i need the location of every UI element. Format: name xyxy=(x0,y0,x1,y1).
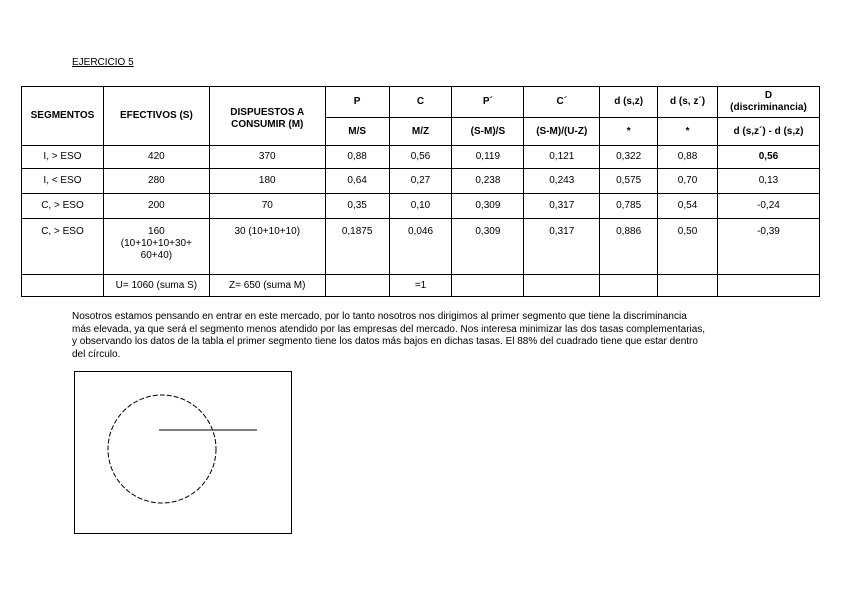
header-c: C xyxy=(389,87,452,118)
cell-p: 0,1875 xyxy=(325,219,389,275)
cell-d: -0,39 xyxy=(717,219,819,275)
cell-empty xyxy=(22,275,104,297)
cell-dispuestos: 70 xyxy=(209,194,325,219)
subheader-p-prime: (S-M)/S xyxy=(452,118,524,146)
cell-empty xyxy=(325,275,389,297)
paragraph-line: del círculo. xyxy=(72,348,121,360)
cell-c: 0,27 xyxy=(389,169,452,194)
cell-segment: I, < ESO xyxy=(22,169,104,194)
table-row xyxy=(22,219,820,275)
cell-efectivos: 420 xyxy=(103,146,209,169)
cell-p: 0,64 xyxy=(325,169,389,194)
cell-efectivos-line1: 160 xyxy=(148,226,165,237)
header-d-letter: D xyxy=(764,90,773,102)
cell-total-u: U= 1060 (suma S) xyxy=(103,275,209,297)
cell-d: -0,24 xyxy=(717,194,819,219)
header-segmentos: SEGMENTOS xyxy=(22,87,104,146)
cell-empty xyxy=(600,275,658,297)
explanation-paragraph xyxy=(72,311,792,361)
cell-c: 0,10 xyxy=(389,194,452,219)
cell-p-prime: 0,238 xyxy=(452,169,524,194)
cell-c-prime: 0,121 xyxy=(524,146,600,169)
subheader-c: M/Z xyxy=(389,118,452,146)
table-row xyxy=(22,169,820,194)
figure-drawing xyxy=(74,371,293,535)
cell-efectivos: 200 xyxy=(103,194,209,219)
cell-d: 0,56 xyxy=(717,146,819,169)
cell-segment: I, > ESO xyxy=(22,146,104,169)
cell-dsz: 0,886 xyxy=(600,219,658,275)
cell-dszp: 0,88 xyxy=(658,146,718,169)
subheader-d: d (s,z´) - d (s,z) xyxy=(717,118,819,146)
figure-circle xyxy=(108,395,216,503)
cell-dispuestos: 180 xyxy=(209,169,325,194)
figure-square xyxy=(75,372,292,534)
cell-empty xyxy=(524,275,600,297)
totals-row xyxy=(22,275,820,297)
cell-total-z: Z= 650 (suma M) xyxy=(209,275,325,297)
table-row xyxy=(22,146,820,169)
header-efectivos: EFECTIVOS (S) xyxy=(103,87,209,146)
header-d xyxy=(717,87,819,118)
paragraph-line: más elevada, ya que será el segmento menos atendido por las empresas del mercado. Nos interesa minimizar las dos tasas complementarias, xyxy=(72,323,706,335)
header-dispuestos-line2: CONSUMIR (M) xyxy=(231,119,304,130)
header-p: P xyxy=(325,87,389,118)
cell-efectivos-line3: 60+40) xyxy=(140,250,173,261)
header-dszp: d (s, z´) xyxy=(658,87,718,118)
cell-efectivos xyxy=(103,219,209,275)
cell-dszp: 0,50 xyxy=(658,219,718,275)
cell-dszp: 0,54 xyxy=(658,194,718,219)
cell-dispuestos: 370 xyxy=(209,146,325,169)
cell-dszp: 0,70 xyxy=(658,169,718,194)
subheader-c-prime: (S-M)/(U-Z) xyxy=(524,118,600,146)
paragraph-line: y observando los datos de la tabla el primer segmento tiene los datos más bajos en dichas tasas. El 88% del cuadrado tiene que estar dentro xyxy=(72,336,698,347)
paragraph-line: Nosotros estamos pensando en entrar en este mercado, por lo tanto nosotros nos dirigimos al primer segmento que tiene la discriminancia xyxy=(72,311,687,322)
subheader-p: M/S xyxy=(325,118,389,146)
cell-efectivos-line2: (10+10+10+30+ xyxy=(120,238,192,249)
cell-segment: C, > ESO xyxy=(22,219,104,275)
cell-dispuestos: 30 (10+10+10) xyxy=(209,219,325,275)
square-circle-figure xyxy=(74,371,293,540)
cell-c-prime: 0,317 xyxy=(524,219,600,275)
cell-dsz: 0,785 xyxy=(600,194,658,219)
subheader-dszp: * xyxy=(658,118,718,146)
cell-c-prime: 0,243 xyxy=(524,169,600,194)
cell-p: 0,35 xyxy=(325,194,389,219)
cell-empty xyxy=(717,275,819,297)
cell-p-prime: 0,309 xyxy=(452,219,524,275)
cell-dsz: 0,322 xyxy=(600,146,658,169)
cell-dsz: 0,575 xyxy=(600,169,658,194)
cell-empty xyxy=(658,275,718,297)
cell-c: 0,046 xyxy=(389,219,452,275)
cell-p: 0,88 xyxy=(325,146,389,169)
header-discriminancia: (discriminancia) xyxy=(730,102,807,114)
cell-empty xyxy=(452,275,524,297)
cell-p-prime: 0,309 xyxy=(452,194,524,219)
cell-total-c: =1 xyxy=(389,275,452,297)
table-row xyxy=(22,194,820,219)
cell-p-prime: 0,119 xyxy=(452,146,524,169)
subheader-dsz: * xyxy=(600,118,658,146)
cell-c-prime: 0,317 xyxy=(524,194,600,219)
header-dispuestos xyxy=(209,87,325,146)
cell-efectivos: 280 xyxy=(103,169,209,194)
cell-c: 0,56 xyxy=(389,146,452,169)
exercise-title: EJERCICIO 5 xyxy=(72,57,134,68)
header-dsz: d (s,z) xyxy=(600,87,658,118)
header-p-prime: P´ xyxy=(452,87,524,118)
header-row xyxy=(22,87,820,118)
header-c-prime: C´ xyxy=(524,87,600,118)
cell-d: 0,13 xyxy=(717,169,819,194)
cell-segment: C, > ESO xyxy=(22,194,104,219)
segments-table xyxy=(21,86,820,297)
header-dispuestos-line1: DISPUESTOS A xyxy=(230,107,305,118)
